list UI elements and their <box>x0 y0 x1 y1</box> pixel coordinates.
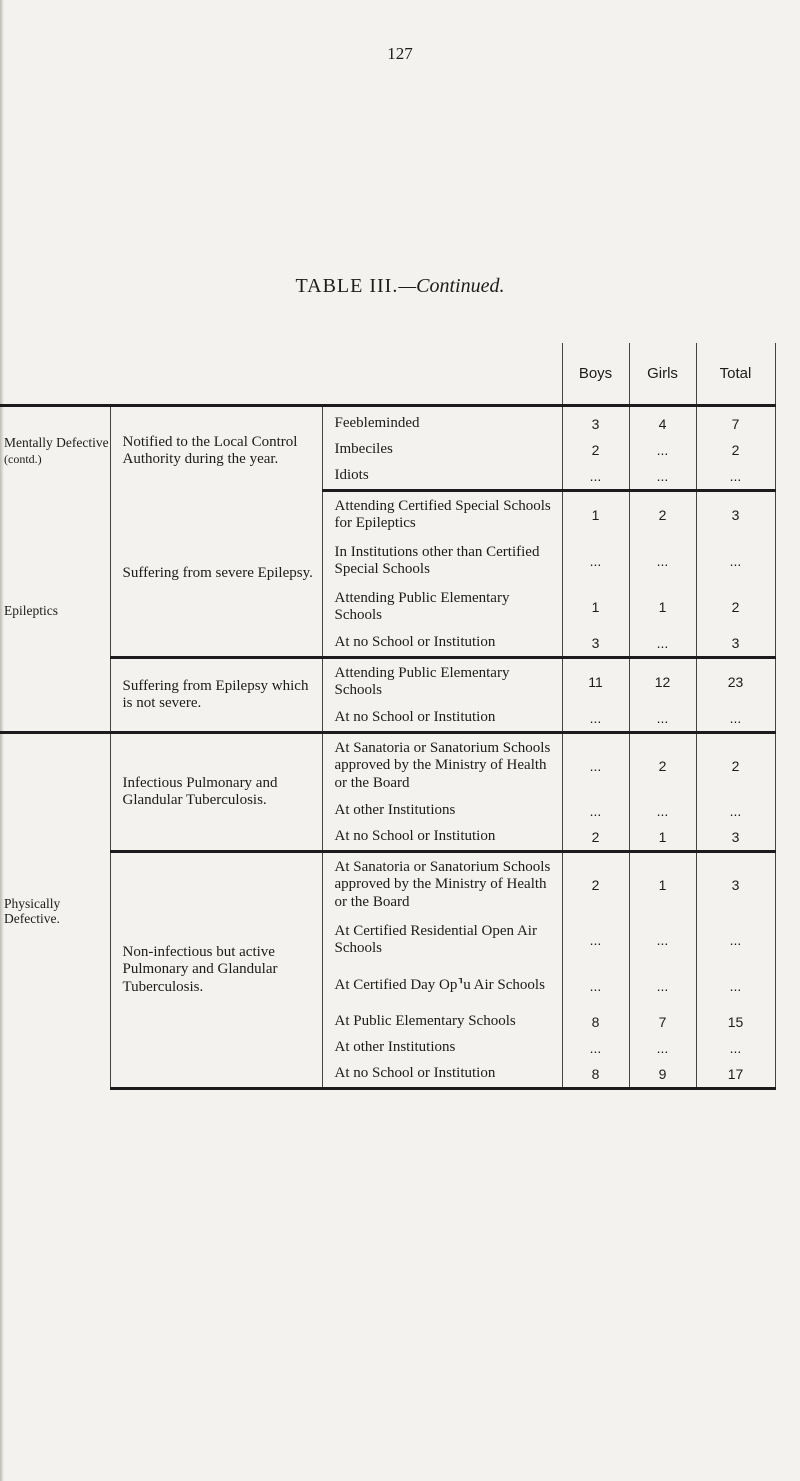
row-label: At Public Elementary Schools <box>322 1009 562 1035</box>
cell-girls: 1 <box>629 824 696 852</box>
cell-girls: ... <box>629 538 696 584</box>
header-blank <box>0 343 110 406</box>
row-label: At no School or Institution <box>322 1061 562 1089</box>
row-label: Imbeciles <box>322 437 562 463</box>
cell-total: 3 <box>696 630 775 658</box>
cell-boys: 8 <box>562 1061 629 1089</box>
subgroup-severe-epilepsy: Suffering from severe Epilepsy. <box>110 491 322 658</box>
group-physically-defective: Physically Defective. <box>4 895 61 927</box>
cell-total: 3 <box>696 852 775 918</box>
subgroup-non-infectious-tuberculosis: Non-infectious but active Pulmonary and Glandular Tuberculosis. <box>110 852 322 1089</box>
cell-boys: 3 <box>562 630 629 658</box>
cell-girls: ... <box>629 798 696 824</box>
cell-girls: ... <box>629 630 696 658</box>
table-row <box>0 852 775 918</box>
cell-boys: ... <box>562 733 629 799</box>
row-label: Attending Public Elementary Schools <box>322 658 562 706</box>
row-label: At no School or Institution <box>322 630 562 658</box>
header-blank <box>322 343 562 406</box>
table-row <box>0 491 775 539</box>
cell-boys: ... <box>562 705 629 733</box>
table-title <box>0 275 800 298</box>
table-title-main: TABLE III. <box>295 275 399 297</box>
cell-girls: 4 <box>629 406 696 438</box>
cell-girls: ... <box>629 963 696 1009</box>
table-title-continued: —Continued. <box>398 275 505 297</box>
cell-girls: ... <box>629 1035 696 1061</box>
cell-boys: ... <box>562 798 629 824</box>
cell-total: ... <box>696 705 775 733</box>
subgroup-notified: Notified to the Local Control Authority during the year. <box>110 406 322 491</box>
row-label: At Certified Day Op⸣u Air Schools <box>322 963 562 1009</box>
cell-boys: ... <box>562 963 629 1009</box>
cell-total: ... <box>696 538 775 584</box>
cell-girls: 7 <box>629 1009 696 1035</box>
cell-total: 2 <box>696 437 775 463</box>
cell-girls: ... <box>629 463 696 491</box>
statistics-table <box>0 343 776 1090</box>
row-label: In Institutions other than Certified Special Schools <box>322 538 562 584</box>
header-boys: Boys <box>562 343 629 406</box>
header-row <box>0 343 775 406</box>
cell-total: 15 <box>696 1009 775 1035</box>
row-label: At Sanatoria or Sanatorium Schools approved by the Ministry of Health or the Board <box>322 852 562 918</box>
cell-boys: ... <box>562 538 629 584</box>
header-total: Total <box>696 343 775 406</box>
cell-boys: 2 <box>562 824 629 852</box>
row-label: Attending Certified Special Schools for Epileptics <box>322 491 562 539</box>
row-label: At Sanatoria or Sanatorium Schools approved by the Ministry of Health or the Board <box>322 733 562 799</box>
cell-girls: 12 <box>629 658 696 706</box>
row-label: Idiots <box>322 463 562 491</box>
table-row <box>0 733 775 799</box>
cell-boys: 11 <box>562 658 629 706</box>
cell-boys: 8 <box>562 1009 629 1035</box>
table-row <box>0 658 775 706</box>
row-label: At no School or Institution <box>322 705 562 733</box>
cell-total: 17 <box>696 1061 775 1089</box>
cell-boys: ... <box>562 463 629 491</box>
cell-total: 3 <box>696 824 775 852</box>
cell-girls: ... <box>629 917 696 963</box>
cell-boys: ... <box>562 1035 629 1061</box>
row-label: At Certified Residential Open Air Schools <box>322 917 562 963</box>
table-row <box>0 406 775 438</box>
cell-total: ... <box>696 917 775 963</box>
cell-total: ... <box>696 463 775 491</box>
cell-boys: 3 <box>562 406 629 438</box>
cell-total: ... <box>696 963 775 1009</box>
cell-girls: 2 <box>629 733 696 799</box>
row-label: At other Institutions <box>322 798 562 824</box>
group-mentally-defective <box>0 406 110 491</box>
cell-boys: 1 <box>562 584 629 630</box>
cell-girls: 9 <box>629 1061 696 1089</box>
cell-total: 2 <box>696 584 775 630</box>
cell-boys: ... <box>562 917 629 963</box>
cell-girls: 1 <box>629 584 696 630</box>
cell-girls: ... <box>629 437 696 463</box>
cell-boys: 2 <box>562 852 629 918</box>
cell-total: ... <box>696 798 775 824</box>
subgroup-not-severe-epilepsy: Suffering from Epilepsy which is not severe. <box>110 658 322 733</box>
header-blank <box>110 343 322 406</box>
page-number: 127 <box>387 44 413 63</box>
cell-total: ... <box>696 1035 775 1061</box>
cell-total: 3 <box>696 491 775 539</box>
cell-boys: 1 <box>562 491 629 539</box>
group-sub-label: (contd.) <box>4 451 42 466</box>
row-label: At no School or Institution <box>322 824 562 852</box>
cell-girls: 2 <box>629 491 696 539</box>
cell-boys: 2 <box>562 437 629 463</box>
group-label: Mentally Defective <box>4 435 109 451</box>
cell-total: 7 <box>696 406 775 438</box>
cell-total: 23 <box>696 658 775 706</box>
cell-girls: ... <box>629 705 696 733</box>
group-epileptics: Epileptics <box>0 491 110 733</box>
row-label: At other Institutions <box>322 1035 562 1061</box>
cell-girls: 1 <box>629 852 696 918</box>
subgroup-infectious-tuberculosis: Infectious Pulmonary and Glandular Tuberculosis. <box>110 733 322 852</box>
header-girls: Girls <box>629 343 696 406</box>
row-label: Attending Public Elementary Schools <box>322 584 562 630</box>
row-label: Feebleminded <box>322 406 562 438</box>
cell-total: 2 <box>696 733 775 799</box>
